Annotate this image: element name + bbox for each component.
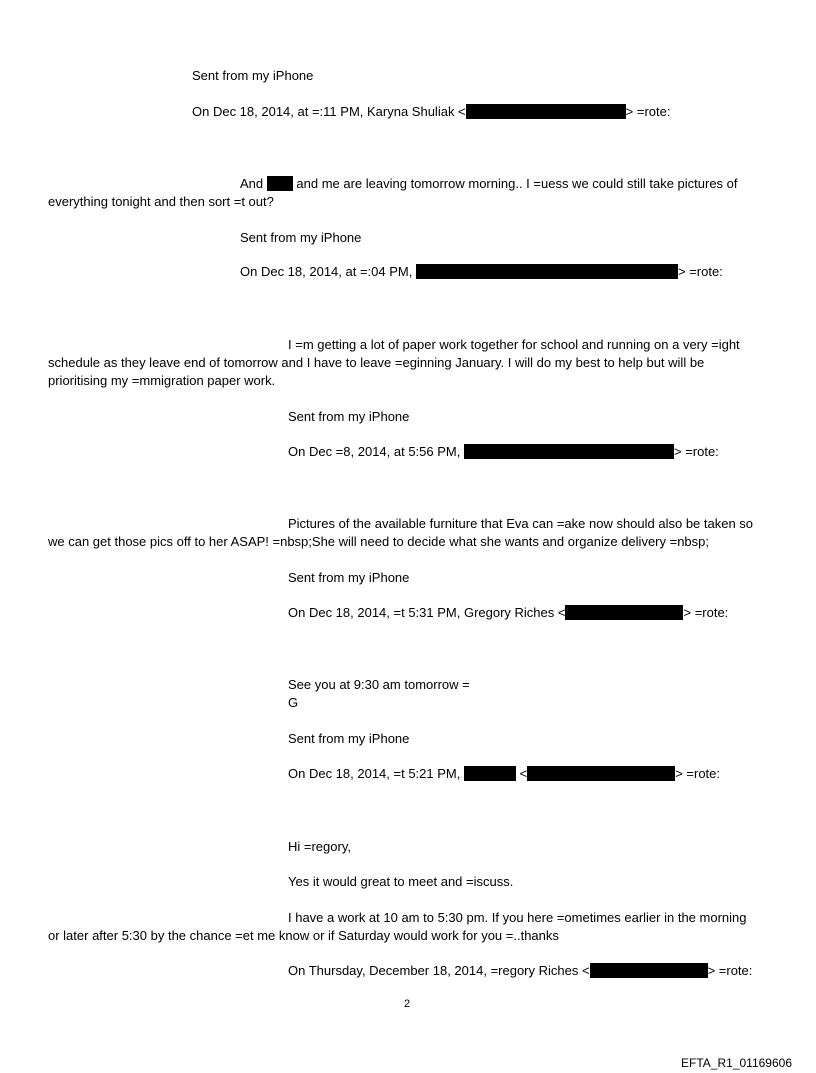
redaction-box [466,104,626,119]
reply-header: On Dec 18, 2014, at =:04 PM, > =rote: [240,264,723,279]
reply-header: On Dec 18, 2014, at =:11 PM, Karyna Shuliak < > =rote: [192,104,671,119]
redaction-box [464,444,674,459]
message-line: Hi =regory, [288,839,351,854]
signature-line: Sent from my iPhone [288,409,410,424]
page-number: 2 [404,998,411,1010]
reply-header: On Thursday, December 18, 2014, =regory Riches < > =rote: [288,963,753,978]
reply-header: On Dec 18, 2014, =t 5:21 PM, < > =rote: [288,766,721,781]
message-line: we can get those pics off to her ASAP! =nbsp;She will need to decide what she wants and organize delivery =nbsp; [48,534,710,549]
message-line: And and me are leaving tomorrow morning.. I =uess we could still take pictures of [240,176,738,191]
redaction-box [565,605,683,620]
document-id: EFTA_R1_01169606 [681,1056,792,1070]
message-line: G [288,695,299,710]
message-line: or later after 5:30 by the chance =et me know or if Saturday would work for you =..thanks [48,928,559,943]
redaction-box [416,264,678,279]
message-line: Pictures of the available furniture that Eva can =ake now should also be taken so [288,516,754,531]
redaction-box [590,963,708,978]
signature-line: Sent from my iPhone [240,230,362,245]
message-line: I have a work at 10 am to 5:30 pm. If you here =ometimes earlier in the morning [288,910,747,925]
reply-header: On Dec 18, 2014, =t 5:31 PM, Gregory Riches < > =rote: [288,605,729,620]
message-line: I =m getting a lot of paper work together for school and running on a very =ight [288,337,740,352]
message-line: prioritising my =mmigration paper work. [48,373,276,388]
message-line: Yes it would great to meet and =iscuss. [288,874,514,889]
signature-line: Sent from my iPhone [288,570,410,585]
reply-header: On Dec =8, 2014, at 5:56 PM, > =rote: [288,444,719,459]
message-line: everything tonight and then sort =t out? [48,194,274,209]
message-line: schedule as they leave end of tomorrow and I have to leave =eginning January. I will do my best to help but will be [48,355,705,370]
signature-line: Sent from my iPhone [288,731,410,746]
signature-line: Sent from my iPhone [192,68,314,83]
redaction-box [464,766,516,781]
redaction-box [527,766,675,781]
message-line: See you at 9:30 am tomorrow = [288,677,470,692]
redaction-box [267,176,293,191]
